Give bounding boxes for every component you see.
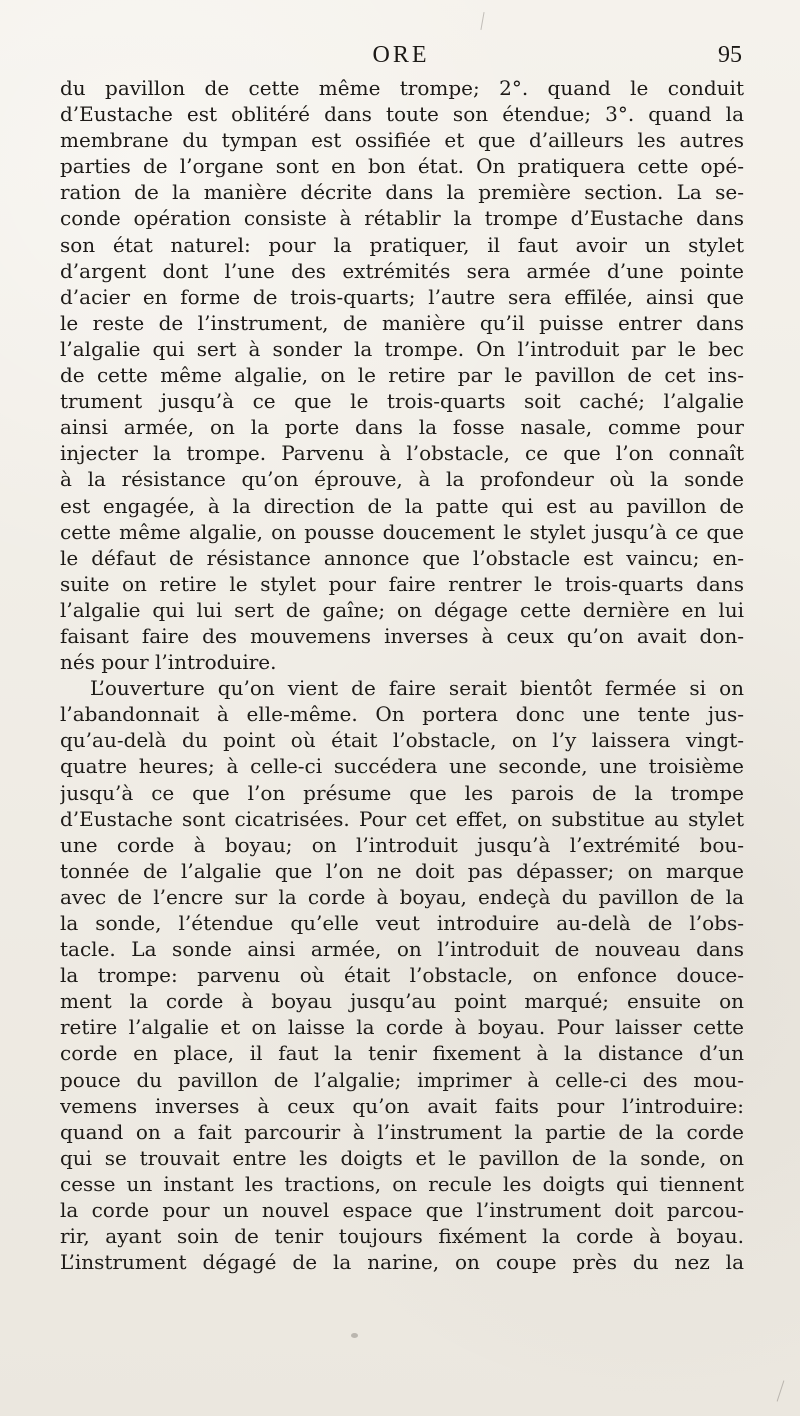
text-line: tacle. La sonde ainsi armée, on l’introduit de nouveau dans: [60, 937, 744, 962]
text-line: cesse un instant les tractions, on recule les doigts qui tiennent: [60, 1171, 744, 1196]
text-line: le reste de l’instrument, de manière qu’il puisse entrer dans: [60, 310, 744, 335]
text-line: l’algalie qui lui sert de gaîne; on dégage cette dernière en lui: [60, 597, 744, 622]
text-line: rir, ayant soin de tenir toujours fixément la corde à boyau.: [60, 1224, 744, 1249]
text-line: parties de l’organe sont en bon état. On pratiquera cette opé-: [60, 154, 744, 179]
paragraph-start-line: L’ouverture qu’on vient de faire serait bientôt fermée si on: [90, 676, 744, 701]
paper-blemish: [351, 1333, 358, 1338]
body-text: [60, 75, 744, 1275]
text-line: la corde pour un nouvel espace que l’instrument doit parcou-: [60, 1198, 744, 1223]
text-line: d’Eustache sont cicatrisées. Pour cet effet, on substitue au stylet: [60, 806, 744, 831]
text-line: membrane du tympan est ossifiée et que d’ailleurs les autres: [60, 128, 744, 153]
text-line: retire l’algalie et on laisse la corde à boyau. Pour laisser cette: [60, 1015, 744, 1040]
text-line: l’algalie qui sert à sonder la trompe. On l’introduit par le bec: [60, 336, 744, 361]
text-line: la trompe: parvenu où était l’obstacle, on enfonce douce-: [60, 963, 744, 988]
text-line: une corde à boyau; on l’introduit jusqu’à l’extrémité bou-: [60, 832, 744, 857]
running-head: ORE: [372, 42, 430, 68]
text-line: la sonde, l’étendue qu’elle veut introduire au-delà de l’obs-: [60, 911, 744, 935]
page-number: 95: [718, 42, 742, 68]
text-line: d’argent dont l’une des extrémités sera armée d’une pointe: [60, 258, 744, 283]
text-line: nés pour l’introduire.: [60, 650, 277, 675]
text-line: d’Eustache est oblitéré dans toute son étendue; 3°. quand la: [60, 102, 744, 127]
text-line: jusqu’à ce que l’on présume que les parois de la trompe: [60, 780, 744, 805]
text-line: L’instrument dégagé de la narine, on coupe près du nez la: [60, 1250, 744, 1275]
text-line: le défaut de résistance annonce que l’obstacle est vaincu; en-: [60, 545, 744, 570]
text-line: injecter la trompe. Parvenu à l’obstacle, ce que l’on connaît: [60, 441, 744, 466]
text-line: ration de la manière décrite dans la première section. La se-: [60, 180, 744, 205]
text-line: tonnée de l’algalie que l’on ne doit pas dépasser; on marque: [60, 858, 744, 883]
text-line: avec de l’encre sur la corde à boyau, endeçà du pavillon de la: [60, 884, 744, 909]
text-line: quand on a fait parcourir à l’instrument la partie de la corde: [60, 1119, 744, 1144]
text-line: son état naturel: pour la pratiquer, il faut avoir un stylet: [60, 232, 744, 257]
text-line: pouce du pavillon de l’algalie; imprimer à celle-ci des mou-: [60, 1067, 744, 1092]
paper-blemish: [480, 12, 484, 30]
text-line: qui se trouvait entre les doigts et le pavillon de la sonde, on: [60, 1145, 744, 1170]
text-line: cette même algalie, on pousse doucement le stylet jusqu’à ce que: [60, 519, 744, 544]
text-line: d’acier en forme de trois-quarts; l’autre sera effilée, ainsi que: [60, 284, 744, 309]
text-line: de cette même algalie, on le retire par le pavillon de cet ins-: [60, 363, 744, 388]
text-line: quatre heures; à celle-ci succédera une seconde, une troisième: [60, 754, 744, 779]
text-line: du pavillon de cette même trompe; 2°. quand le conduit: [60, 76, 744, 100]
text-line: qu’au-delà du point où était l’obstacle, on l’y laissera vingt-: [60, 728, 744, 753]
text-line: vemens inverses à ceux qu’on avait faits pour l’introduire:: [60, 1093, 744, 1118]
text-line: l’abandonnait à elle-même. On portera donc une tente jus-: [60, 702, 744, 727]
text-line: corde en place, il faut la tenir fixement à la distance d’un: [60, 1041, 744, 1066]
page-header: [60, 35, 742, 75]
text-line: conde opération consiste à rétablir la trompe d’Eustache dans: [60, 206, 744, 231]
text-line: suite on retire le stylet pour faire rentrer le trois-quarts dans: [60, 571, 744, 596]
text-line: est engagée, à la direction de la patte qui est au pavillon de: [60, 493, 744, 518]
text-line: faisant faire des mouvemens inverses à ceux qu’on avait don-: [60, 623, 744, 648]
paper-blemish: [777, 1380, 785, 1401]
text-line: à la résistance qu’on éprouve, à la profondeur où la sonde: [60, 467, 744, 492]
text-line: ainsi armée, on la porte dans la fosse nasale, comme pour: [60, 415, 744, 440]
text-line: trument jusqu’à ce que le trois-quarts soit caché; l’algalie: [60, 389, 744, 414]
text-line: ment la corde à boyau jusqu’au point marqué; ensuite on: [60, 989, 744, 1014]
